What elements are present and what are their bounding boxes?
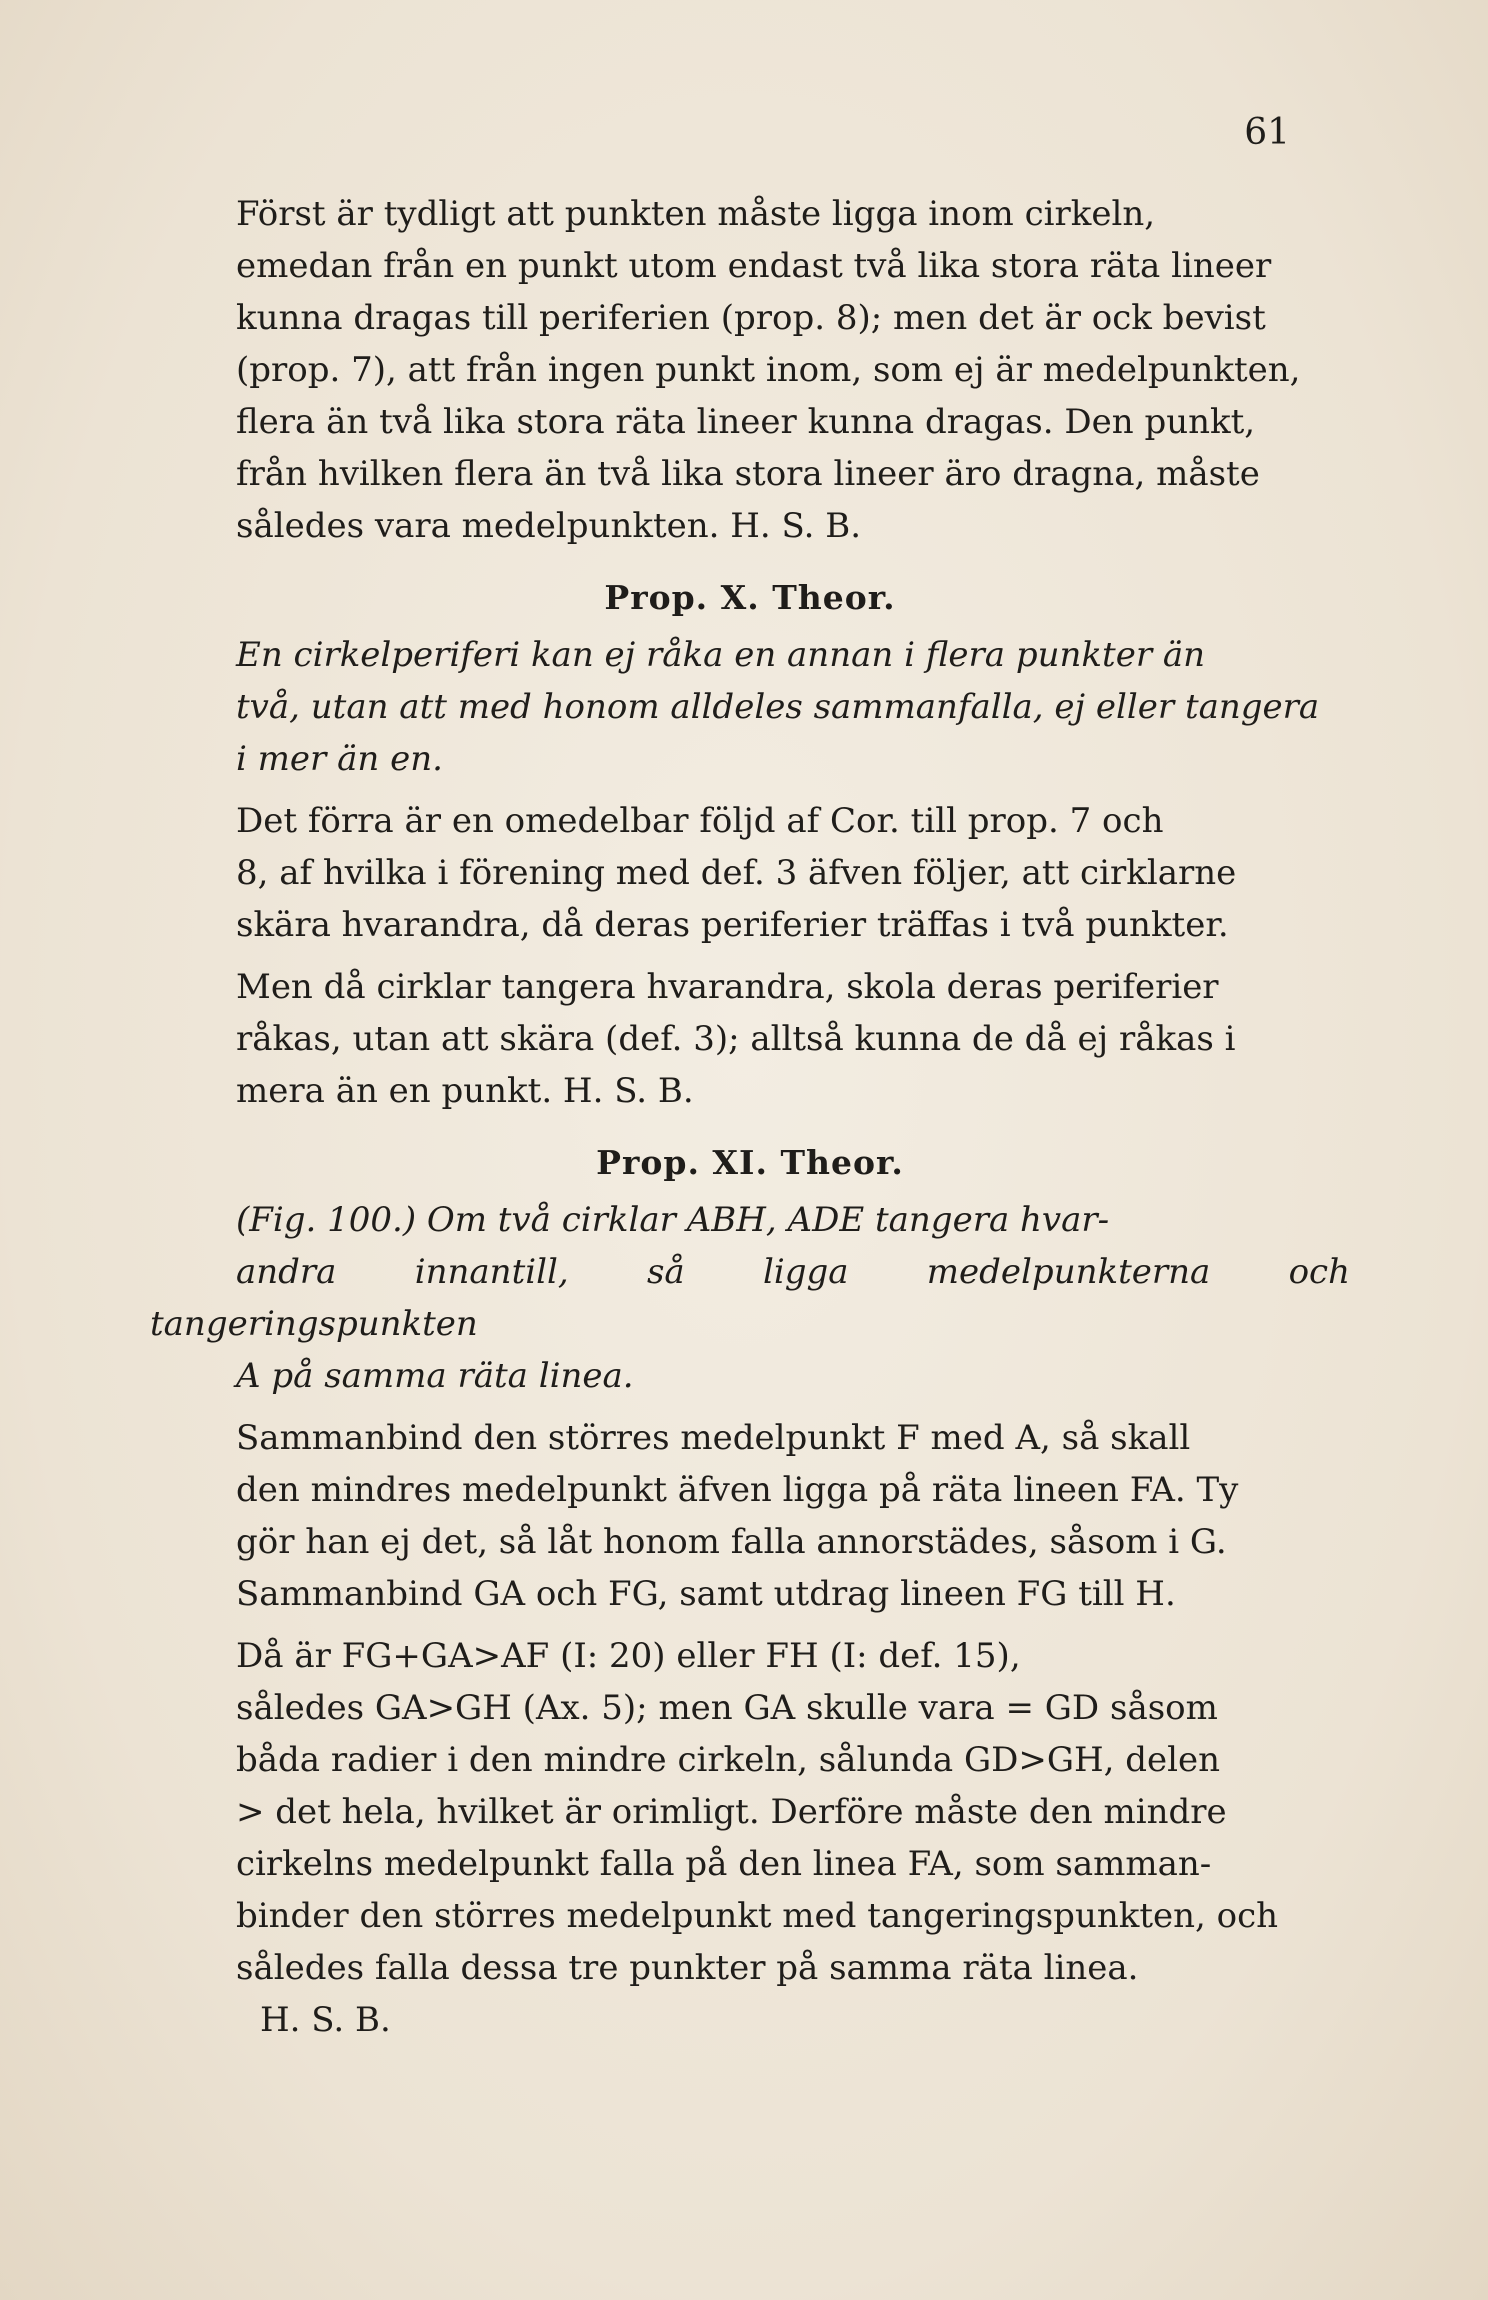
text-line: Då är FG+GA>AF (I: 20) eller FH (I: def. 15), bbox=[236, 1636, 1021, 1676]
text-line: Först är tydligt att punkten måste ligga inom cirkeln, bbox=[236, 194, 1156, 234]
signature-hsb: H. S. B. bbox=[260, 2000, 391, 2040]
text-line: binder den störres medelpunkt med tangeringspunkten, och bbox=[236, 1896, 1279, 1936]
text-line: (Fig. 100.) Om två cirklar ABH, ADE tangera hvar- bbox=[236, 1200, 1110, 1240]
text-line: 8, af hvilka i förening med def. 3 äfven följer, att cirklarne bbox=[236, 853, 1237, 893]
text-line: båda radier i den mindre cirkeln, sålunda GD>GH, delen bbox=[236, 1740, 1221, 1780]
text-line: skära hvarandra, då deras periferier träffas i två punkter. bbox=[236, 905, 1229, 945]
text-line: flera än två lika stora räta lineer kunna dragas. Den punkt, bbox=[236, 402, 1256, 442]
paragraph-proof-end bbox=[150, 188, 1350, 552]
text-line: mera än en punkt. H. S. B. bbox=[236, 1071, 694, 1111]
paragraph-proof-xi-2 bbox=[150, 1630, 1350, 1994]
text-line: (prop. 7), att från ingen punkt inom, som ej är medelpunkten, bbox=[236, 350, 1301, 390]
text-line: kunna dragas till periferien (prop. 8); men det är ock bevist bbox=[236, 298, 1266, 338]
text-line: Det förra är en omedelbar följd af Cor. till prop. 7 och bbox=[236, 801, 1164, 841]
page-number: 61 bbox=[1244, 112, 1290, 153]
text-line: den mindres medelpunkt äfven ligga på räta lineen FA. Ty bbox=[236, 1470, 1239, 1510]
heading-prop-xi: Prop. XI. Theor. bbox=[596, 1143, 904, 1182]
text-line: gör han ej det, så låt honom falla annorstädes, såsom i G. bbox=[236, 1522, 1227, 1562]
paragraph-proof-x-2 bbox=[150, 961, 1350, 1117]
text-line: cirkelns medelpunkt falla på den linea FA, som samman- bbox=[236, 1844, 1212, 1884]
text-line: således vara medelpunkten. H. S. B. bbox=[236, 506, 861, 546]
text-line: råkas, utan att skära (def. 3); alltså kunna de då ej råkas i bbox=[236, 1019, 1236, 1059]
text-line: således GA>GH (Ax. 5); men GA skulle vara = GD såsom bbox=[236, 1688, 1218, 1728]
paragraph-proof-xi-1 bbox=[150, 1412, 1350, 1620]
text-line: Sammanbind den störres medelpunkt F med A, så skall bbox=[236, 1418, 1191, 1458]
text-line: från hvilken flera än två lika stora lineer äro dragna, måste bbox=[236, 454, 1260, 494]
text-line: andra innantill, så ligga medelpunkterna och tangeringspunkten bbox=[150, 1252, 1350, 1344]
text-line: Men då cirklar tangera hvarandra, skola deras periferier bbox=[236, 967, 1219, 1007]
text-line: A på samma räta linea. bbox=[236, 1356, 634, 1396]
text-line: således falla dessa tre punkter på samma räta linea. bbox=[236, 1948, 1139, 1988]
text-line: Sammanbind GA och FG, samt utdrag lineen FG till H. bbox=[236, 1574, 1176, 1614]
theorem-statement-xi bbox=[150, 1194, 1350, 1402]
heading-prop-x: Prop. X. Theor. bbox=[604, 578, 896, 617]
paragraph-proof-x-1 bbox=[150, 795, 1350, 951]
page-body bbox=[150, 188, 1350, 2046]
theorem-statement-x bbox=[150, 629, 1350, 785]
text-line: i mer än en. bbox=[236, 739, 443, 779]
text-line: två, utan att med honom alldeles sammanfalla, ej eller tangera bbox=[236, 687, 1320, 727]
text-line: emedan från en punkt utom endast två lika stora räta lineer bbox=[236, 246, 1272, 286]
text-line: En cirkelperiferi kan ej råka en annan i flera punkter än bbox=[236, 635, 1206, 675]
text-line: > det hela, hvilket är orimligt. Derföre måste den mindre bbox=[236, 1792, 1227, 1832]
